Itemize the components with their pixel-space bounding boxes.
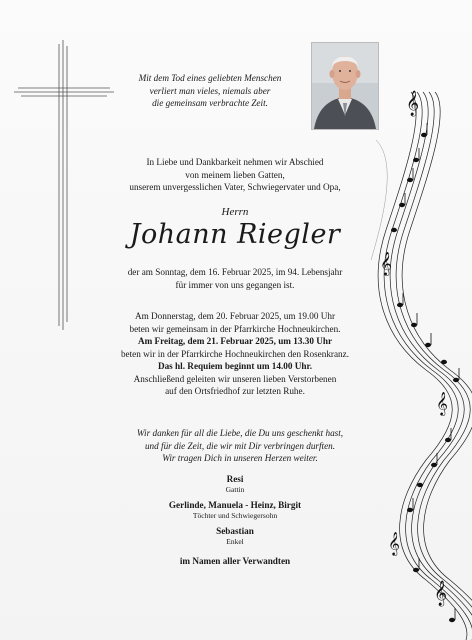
- mourner-role: Töchter und Schwiegersohn: [192, 511, 278, 520]
- svg-text:𝄞: 𝄞: [406, 91, 420, 116]
- intro-line: In Liebe und Dankbarkeit nehmen wir Abschied: [146, 157, 324, 167]
- schedule-line: auf den Ortsfriedhof zur letzten Ruhe.: [165, 386, 305, 396]
- schedule-line: Anschließend geleiten wir unseren lieben Verstorbenen: [133, 373, 337, 384]
- schedule-line: Das hl. Requiem beginnt um 14.00 Uhr.: [157, 361, 313, 371]
- farewell-intro: [95, 156, 375, 194]
- schedule-line: beten wir gemeinsam in der Pfarrkirche Hochneukirchen.: [129, 323, 341, 334]
- mourner-entry: [105, 474, 365, 495]
- death-line: der am Sonntag, dem 16. Februar 2025, im 94. Lebensjahr: [127, 267, 343, 277]
- intro-line: von meinem lieben Gatten,: [185, 169, 285, 180]
- quote-line: die gemeinsam verbrachte Zeit.: [152, 98, 268, 108]
- schedule-line: Am Donnerstag, dem 20. Februar 2025, um 19.00 Uhr: [134, 311, 336, 321]
- thanks-line: Wir danken für all die Liebe, die Du uns geschenkt hast,: [136, 428, 344, 438]
- quote-line: Mit dem Tod eines geliebten Menschen: [138, 73, 282, 83]
- mourner-role: Gattin: [225, 485, 245, 494]
- svg-text:𝄞: 𝄞: [436, 391, 448, 415]
- schedule-line: Am Freitag, dem 21. Februar 2025, um 13.30 Uhr: [137, 336, 333, 346]
- svg-text:𝄞: 𝄞: [388, 531, 400, 555]
- mourner-name: Resi: [226, 474, 244, 484]
- death-notice: [95, 266, 375, 291]
- svg-text:𝄞: 𝄞: [434, 581, 448, 606]
- mourner-name: Sebastian: [216, 526, 254, 536]
- thanks-line: und für die Zeit, die wir mit Dir verbringen durften.: [144, 440, 336, 451]
- salutation: Herrn: [221, 206, 249, 218]
- death-line: für immer von uns gegangen ist.: [175, 279, 295, 290]
- opening-quote: [120, 72, 300, 110]
- quote-line: verliert man vieles, niemals aber: [149, 85, 271, 96]
- svg-text:𝄞: 𝄞: [380, 251, 392, 275]
- intro-line: unserem unvergesslichen Vater, Schwiegervater und Opa,: [129, 182, 341, 192]
- mourner-name: Gerlinde, Manuela - Heinz, Birgit: [168, 500, 302, 510]
- mourner-entry: [105, 500, 365, 521]
- mourner-role: Enkel: [226, 537, 244, 546]
- thanks-message: [105, 427, 375, 465]
- closing-line: im Namen aller Verwandten: [179, 556, 291, 566]
- mourner-entry: [105, 526, 365, 547]
- thanks-line: Wir tragen Dich in unseren Herzen weiter.: [162, 453, 318, 463]
- schedule-line: beten wir in der Pfarrkirche Hochneukirchen den Rosenkranz.: [120, 348, 350, 359]
- deceased-name: Johann Riegler: [129, 219, 341, 250]
- service-schedule: [85, 310, 385, 398]
